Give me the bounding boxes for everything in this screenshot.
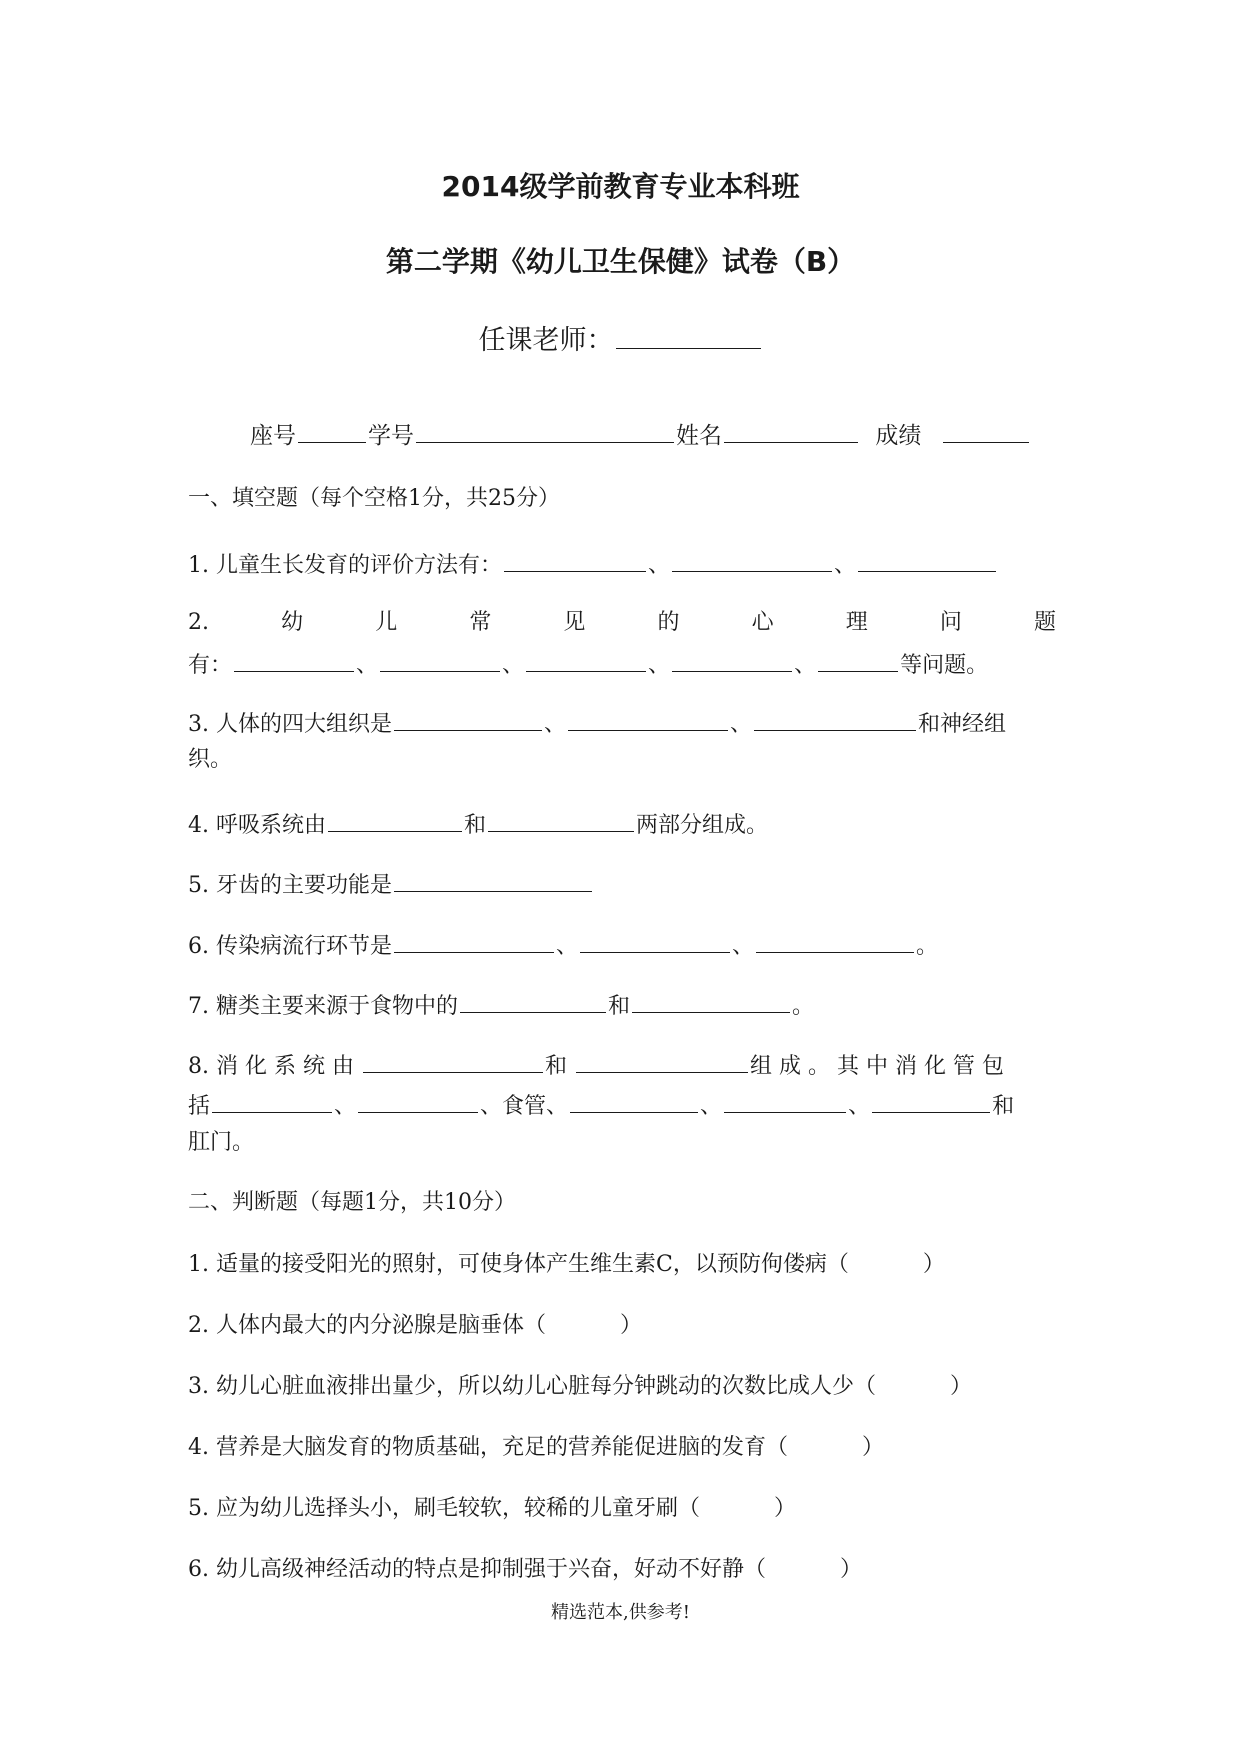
- section2-heading: 二、判断题（每题1分，共10分）: [188, 1190, 516, 1215]
- blank[interactable]: [504, 547, 646, 572]
- blank[interactable]: [754, 706, 916, 731]
- question-2-line1: 2. 幼 儿 常 见 的 心 理 问 题: [188, 610, 1056, 635]
- question-8-line3: 肛门。: [188, 1130, 255, 1155]
- blank[interactable]: [363, 1048, 543, 1073]
- blank[interactable]: [570, 1088, 698, 1113]
- blank[interactable]: [526, 647, 646, 672]
- question-6: 6. 传染病流行环节是 、 、 。: [188, 928, 1056, 962]
- judge-item-2: 2. 人体内最大的内分泌腺是脑垂体（ ）: [188, 1313, 643, 1338]
- name-blank[interactable]: [724, 418, 858, 443]
- teacher-label: 任课老师：: [478, 325, 614, 356]
- blank[interactable]: [460, 988, 606, 1013]
- judge-item-6: 6. 幼儿高级神经活动的特点是抑制强于兴奋，好动不好静（ ）: [188, 1557, 863, 1582]
- blank[interactable]: [632, 988, 790, 1013]
- blank[interactable]: [672, 547, 832, 572]
- blank[interactable]: [380, 647, 500, 672]
- question-3-line2: 织。: [188, 747, 233, 772]
- question-1: 1. 儿童生长发育的评价方法有： 、 、: [188, 547, 1056, 581]
- question-8-line1: 8. 消 化 系 统 由 和 组 成 。 其 中 消 化 管 包: [188, 1048, 1056, 1082]
- question-7: 7. 糖类主要来源于食物中的 和 。: [188, 988, 1056, 1022]
- blank[interactable]: [576, 1048, 748, 1073]
- teacher-blank[interactable]: [616, 324, 761, 349]
- page-footer: 精选范本,供参考!: [551, 1602, 690, 1623]
- exam-title-line1: 2014级学前教育专业本科班: [441, 170, 800, 203]
- judge-item-3: 3. 幼儿心脏血液排出量少，所以幼儿心脏每分钟跳动的次数比成人少（ ）: [188, 1374, 973, 1399]
- question-4: 4. 呼吸系统由 和 两部分组成。: [188, 807, 1056, 841]
- section1-heading: 一、填空题（每个空格1分，共25分）: [188, 486, 560, 511]
- judge-item-4: 4. 营养是大脑发育的物质基础，充足的营养能促进脑的发育（ ）: [188, 1435, 885, 1460]
- seat-label: 座号: [250, 423, 296, 449]
- blank[interactable]: [756, 928, 914, 953]
- question-5: 5. 牙齿的主要功能是: [188, 867, 1056, 901]
- blank[interactable]: [394, 706, 542, 731]
- blank[interactable]: [818, 647, 898, 672]
- blank[interactable]: [488, 807, 634, 832]
- blank[interactable]: [724, 1088, 846, 1113]
- blank[interactable]: [568, 706, 728, 731]
- question-8-line2: 括 、 、食管、 、 、 和: [188, 1088, 1056, 1122]
- question-2-line2: 有： 、 、 、 、 等问题。: [188, 647, 1056, 681]
- judge-item-1: 1. 适量的接受阳光的照射，可使身体产生维生素C，以预防佝偻病（ ）: [188, 1252, 945, 1277]
- blank[interactable]: [672, 647, 792, 672]
- teacher-row: [0, 318, 1241, 357]
- blank[interactable]: [394, 867, 592, 892]
- question-3-line1: 3. 人体的四大组织是 、 、 和神经组: [188, 706, 1056, 740]
- exam-title-line2: 第二学期《幼儿卫生保健》试卷（B）: [385, 245, 856, 278]
- blank[interactable]: [858, 547, 996, 572]
- name-label: 姓名: [676, 423, 722, 449]
- blank[interactable]: [872, 1088, 990, 1113]
- judge-item-5: 5. 应为幼儿选择头小，刷毛较软，较稀的儿童牙刷（ ）: [188, 1496, 797, 1521]
- blank[interactable]: [212, 1088, 332, 1113]
- student-no-blank[interactable]: [416, 418, 674, 443]
- blank[interactable]: [394, 928, 554, 953]
- score-blank[interactable]: [943, 418, 1029, 443]
- student-info-row: [250, 418, 1118, 451]
- student-no-label: 学号: [368, 423, 414, 449]
- blank[interactable]: [234, 647, 354, 672]
- score-label: 成绩: [875, 423, 922, 449]
- blank[interactable]: [358, 1088, 478, 1113]
- seat-blank[interactable]: [298, 418, 366, 443]
- blank[interactable]: [328, 807, 462, 832]
- blank[interactable]: [580, 928, 730, 953]
